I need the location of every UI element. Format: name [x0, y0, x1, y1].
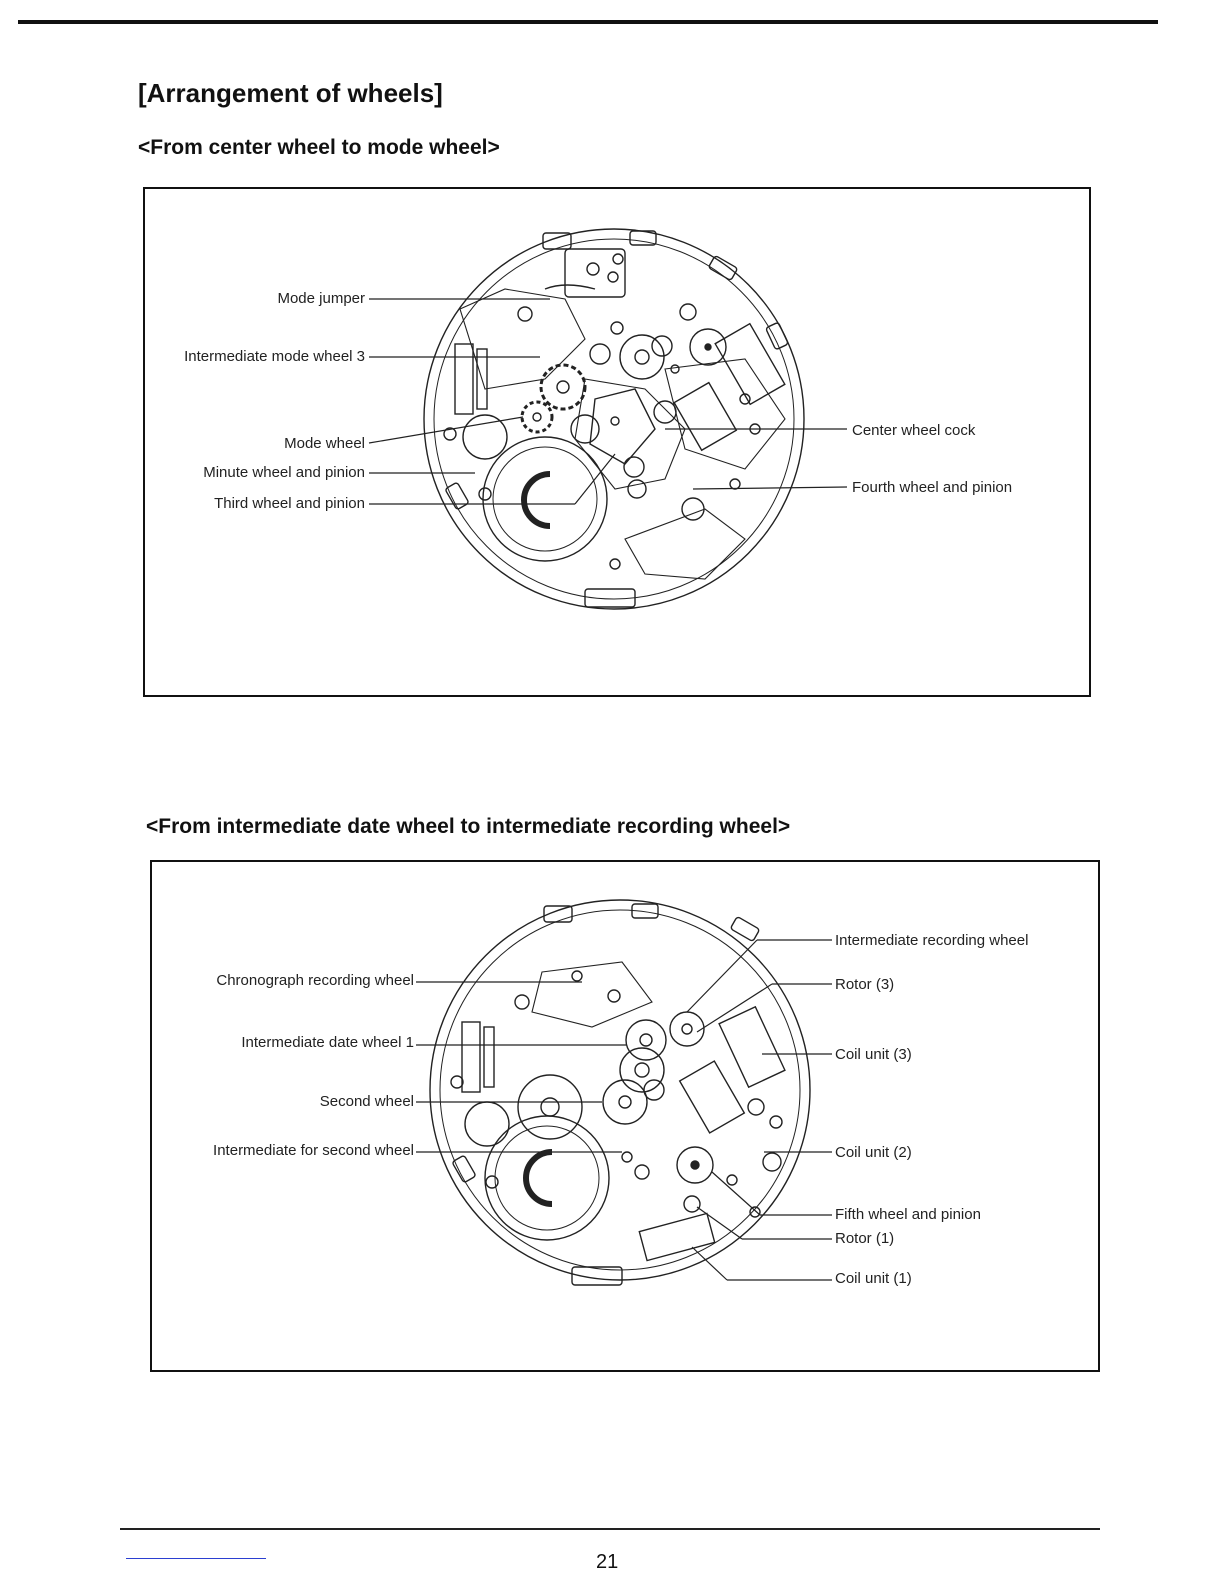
label-second-wheel: Second wheel	[319, 1093, 414, 1110]
label-coil-unit-3: Coil unit (3)	[835, 1046, 912, 1063]
label-intermediate-recording-wheel: Intermediate recording wheel	[835, 932, 1029, 949]
label-coil-unit-2: Coil unit (2)	[835, 1144, 912, 1161]
label-rotor-1: Rotor (1)	[835, 1230, 895, 1247]
label-intermediate-mode-wheel-3: Intermediate mode wheel 3	[184, 348, 365, 365]
section-title-center-to-mode: <From center wheel to mode wheel>	[138, 136, 500, 159]
movement-outline	[430, 900, 810, 1280]
label-rotor-3: Rotor (3)	[835, 976, 895, 993]
page-title: [Arrangement of wheels]	[138, 78, 443, 108]
bottom-rule	[120, 1528, 1100, 1530]
leader-lines-2	[416, 940, 832, 1280]
page-number: 21	[596, 1551, 619, 1573]
label-fourth-wheel-and-pinion: Fourth wheel and pinion	[852, 479, 1013, 496]
link-underline	[126, 1558, 266, 1559]
top-rule	[18, 20, 1158, 24]
label-fifth-wheel-and-pinion: Fifth wheel and pinion	[835, 1206, 981, 1223]
figure-center-to-mode-wheel	[143, 187, 1091, 697]
label-intermediate-for-second-wheel: Intermediate for second wheel	[213, 1142, 414, 1159]
label-minute-wheel-and-pinion: Minute wheel and pinion	[203, 464, 365, 481]
label-mode-wheel: Mode wheel	[284, 435, 365, 452]
leader-lines-1	[369, 299, 847, 504]
section-title-date-to-recording: <From intermediate date wheel to intermediate recording wheel>	[146, 815, 791, 838]
label-third-wheel-and-pinion: Third wheel and pinion	[214, 495, 365, 512]
label-chronograph-recording-wheel: Chronograph recording wheel	[216, 972, 414, 989]
label-intermediate-date-wheel-1: Intermediate date wheel 1	[241, 1034, 414, 1051]
label-mode-jumper: Mode jumper	[277, 290, 365, 307]
label-coil-unit-1: Coil unit (1)	[835, 1270, 912, 1287]
movement-outline	[424, 229, 804, 609]
label-center-wheel-cock: Center wheel cock	[852, 422, 976, 439]
figure-date-to-recording-wheel	[150, 860, 1100, 1372]
